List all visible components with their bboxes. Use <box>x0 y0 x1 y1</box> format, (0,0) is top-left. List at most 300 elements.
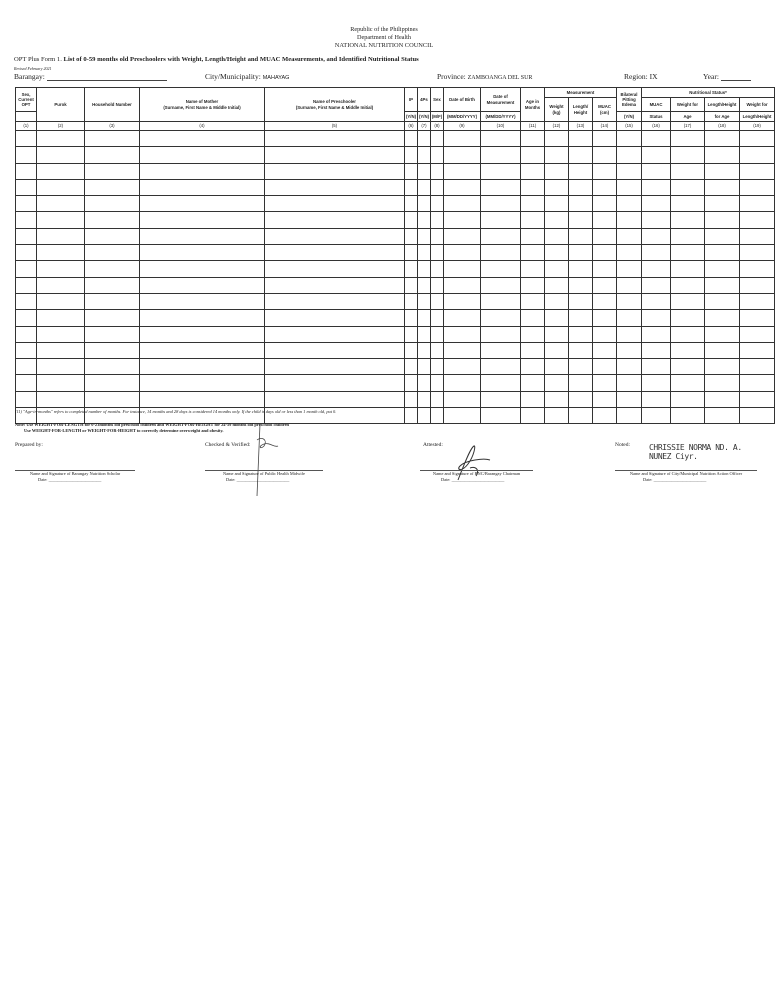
table-cell[interactable] <box>431 261 444 277</box>
table-cell[interactable] <box>140 293 265 309</box>
table-cell[interactable] <box>617 326 642 342</box>
table-cell[interactable] <box>140 212 265 228</box>
table-cell[interactable] <box>444 359 481 375</box>
table-cell[interactable] <box>37 342 85 358</box>
table-cell[interactable] <box>593 212 617 228</box>
table-cell[interactable] <box>705 228 740 244</box>
table-cell[interactable] <box>265 342 405 358</box>
table-cell[interactable] <box>265 277 405 293</box>
table-cell[interactable] <box>617 131 642 147</box>
table-cell[interactable] <box>16 196 37 212</box>
table-cell[interactable] <box>140 179 265 195</box>
table-cell[interactable] <box>85 277 140 293</box>
table-cell[interactable] <box>545 261 569 277</box>
table-cell[interactable] <box>617 261 642 277</box>
table-cell[interactable] <box>593 391 617 407</box>
table-cell[interactable] <box>705 196 740 212</box>
table-cell[interactable] <box>405 131 418 147</box>
table-cell[interactable] <box>431 293 444 309</box>
table-cell[interactable] <box>37 179 85 195</box>
table-cell[interactable] <box>37 391 85 407</box>
table-cell[interactable] <box>740 131 775 147</box>
table-cell[interactable] <box>521 163 545 179</box>
table-cell[interactable] <box>418 293 431 309</box>
table-cell[interactable] <box>265 391 405 407</box>
table-cell[interactable] <box>481 391 521 407</box>
table-cell[interactable] <box>405 261 418 277</box>
table-cell[interactable] <box>431 310 444 326</box>
table-cell[interactable] <box>569 375 593 391</box>
table-cell[interactable] <box>617 310 642 326</box>
table-cell[interactable] <box>705 293 740 309</box>
table-cell[interactable] <box>16 359 37 375</box>
table-cell[interactable] <box>705 147 740 163</box>
table-cell[interactable] <box>37 163 85 179</box>
table-cell[interactable] <box>569 342 593 358</box>
table-cell[interactable] <box>705 375 740 391</box>
table-cell[interactable] <box>642 212 671 228</box>
table-cell[interactable] <box>431 391 444 407</box>
table-cell[interactable] <box>405 391 418 407</box>
table-cell[interactable] <box>521 228 545 244</box>
table-cell[interactable] <box>405 196 418 212</box>
table-cell[interactable] <box>521 196 545 212</box>
table-cell[interactable] <box>642 147 671 163</box>
table-cell[interactable] <box>705 277 740 293</box>
table-cell[interactable] <box>265 245 405 261</box>
table-cell[interactable] <box>569 228 593 244</box>
table-cell[interactable] <box>617 228 642 244</box>
table-cell[interactable] <box>705 163 740 179</box>
table-cell[interactable] <box>521 277 545 293</box>
table-cell[interactable] <box>617 408 642 424</box>
table-cell[interactable] <box>265 359 405 375</box>
table-cell[interactable] <box>617 375 642 391</box>
table-cell[interactable] <box>617 212 642 228</box>
table-cell[interactable] <box>85 131 140 147</box>
table-cell[interactable] <box>569 196 593 212</box>
table-cell[interactable] <box>642 293 671 309</box>
table-cell[interactable] <box>85 179 140 195</box>
table-cell[interactable] <box>405 375 418 391</box>
table-cell[interactable] <box>545 196 569 212</box>
table-cell[interactable] <box>569 310 593 326</box>
table-cell[interactable] <box>545 147 569 163</box>
table-cell[interactable] <box>405 212 418 228</box>
table-cell[interactable] <box>569 179 593 195</box>
table-cell[interactable] <box>405 326 418 342</box>
table-cell[interactable] <box>545 163 569 179</box>
table-cell[interactable] <box>431 375 444 391</box>
table-cell[interactable] <box>569 277 593 293</box>
table-cell[interactable] <box>481 228 521 244</box>
table-cell[interactable] <box>740 391 775 407</box>
table-cell[interactable] <box>671 375 705 391</box>
table-cell[interactable] <box>481 342 521 358</box>
table-cell[interactable] <box>569 131 593 147</box>
table-cell[interactable] <box>37 277 85 293</box>
table-cell[interactable] <box>405 179 418 195</box>
table-cell[interactable] <box>705 261 740 277</box>
table-cell[interactable] <box>617 245 642 261</box>
table-cell[interactable] <box>418 196 431 212</box>
table-cell[interactable] <box>545 310 569 326</box>
table-cell[interactable] <box>740 277 775 293</box>
table-cell[interactable] <box>569 293 593 309</box>
table-cell[interactable] <box>444 179 481 195</box>
table-cell[interactable] <box>545 375 569 391</box>
table-cell[interactable] <box>85 375 140 391</box>
table-cell[interactable] <box>481 147 521 163</box>
table-cell[interactable] <box>481 131 521 147</box>
table-cell[interactable] <box>545 391 569 407</box>
table-cell[interactable] <box>671 163 705 179</box>
table-cell[interactable] <box>418 228 431 244</box>
table-cell[interactable] <box>418 261 431 277</box>
table-cell[interactable] <box>37 261 85 277</box>
table-cell[interactable] <box>140 342 265 358</box>
table-cell[interactable] <box>37 212 85 228</box>
table-cell[interactable] <box>265 196 405 212</box>
table-cell[interactable] <box>444 196 481 212</box>
table-cell[interactable] <box>740 147 775 163</box>
table-cell[interactable] <box>521 375 545 391</box>
table-cell[interactable] <box>444 228 481 244</box>
table-cell[interactable] <box>569 359 593 375</box>
table-cell[interactable] <box>521 212 545 228</box>
table-cell[interactable] <box>37 293 85 309</box>
table-cell[interactable] <box>617 342 642 358</box>
table-cell[interactable] <box>418 326 431 342</box>
table-cell[interactable] <box>671 179 705 195</box>
table-cell[interactable] <box>16 391 37 407</box>
table-cell[interactable] <box>405 310 418 326</box>
table-cell[interactable] <box>265 228 405 244</box>
table-cell[interactable] <box>265 212 405 228</box>
table-cell[interactable] <box>265 261 405 277</box>
table-cell[interactable] <box>16 261 37 277</box>
table-cell[interactable] <box>16 147 37 163</box>
table-cell[interactable] <box>617 179 642 195</box>
table-cell[interactable] <box>740 359 775 375</box>
table-cell[interactable] <box>521 131 545 147</box>
table-cell[interactable] <box>37 375 85 391</box>
table-cell[interactable] <box>418 147 431 163</box>
table-cell[interactable] <box>85 310 140 326</box>
table-cell[interactable] <box>444 326 481 342</box>
table-cell[interactable] <box>444 293 481 309</box>
table-cell[interactable] <box>593 375 617 391</box>
table-cell[interactable] <box>37 359 85 375</box>
table-cell[interactable] <box>16 375 37 391</box>
table-cell[interactable] <box>740 375 775 391</box>
table-cell[interactable] <box>642 179 671 195</box>
table-cell[interactable] <box>593 326 617 342</box>
table-cell[interactable] <box>140 277 265 293</box>
table-cell[interactable] <box>405 359 418 375</box>
table-cell[interactable] <box>418 163 431 179</box>
table-cell[interactable] <box>481 310 521 326</box>
table-cell[interactable] <box>140 245 265 261</box>
table-cell[interactable] <box>593 131 617 147</box>
table-cell[interactable] <box>140 261 265 277</box>
table-cell[interactable] <box>418 212 431 228</box>
table-cell[interactable] <box>671 359 705 375</box>
table-cell[interactable] <box>705 179 740 195</box>
table-cell[interactable] <box>617 196 642 212</box>
table-cell[interactable] <box>37 326 85 342</box>
table-cell[interactable] <box>16 245 37 261</box>
table-cell[interactable] <box>705 326 740 342</box>
table-cell[interactable] <box>545 293 569 309</box>
table-cell[interactable] <box>545 277 569 293</box>
table-cell[interactable] <box>593 147 617 163</box>
table-cell[interactable] <box>521 179 545 195</box>
table-cell[interactable] <box>705 212 740 228</box>
table-cell[interactable] <box>431 131 444 147</box>
table-cell[interactable] <box>671 212 705 228</box>
table-cell[interactable] <box>593 359 617 375</box>
table-cell[interactable] <box>481 212 521 228</box>
table-cell[interactable] <box>642 408 671 424</box>
table-cell[interactable] <box>521 261 545 277</box>
table-cell[interactable] <box>431 179 444 195</box>
table-cell[interactable] <box>671 147 705 163</box>
table-cell[interactable] <box>521 147 545 163</box>
table-cell[interactable] <box>431 163 444 179</box>
table-cell[interactable] <box>140 359 265 375</box>
table-cell[interactable] <box>444 163 481 179</box>
table-cell[interactable] <box>431 342 444 358</box>
table-cell[interactable] <box>740 228 775 244</box>
table-cell[interactable] <box>642 277 671 293</box>
table-cell[interactable] <box>37 228 85 244</box>
table-cell[interactable] <box>642 359 671 375</box>
table-cell[interactable] <box>431 228 444 244</box>
table-cell[interactable] <box>16 277 37 293</box>
table-cell[interactable] <box>569 147 593 163</box>
table-cell[interactable] <box>444 147 481 163</box>
table-cell[interactable] <box>265 179 405 195</box>
table-cell[interactable] <box>85 196 140 212</box>
table-cell[interactable] <box>740 179 775 195</box>
table-cell[interactable] <box>642 375 671 391</box>
table-cell[interactable] <box>671 196 705 212</box>
table-cell[interactable] <box>431 196 444 212</box>
table-cell[interactable] <box>265 163 405 179</box>
table-cell[interactable] <box>617 391 642 407</box>
table-cell[interactable] <box>671 310 705 326</box>
table-cell[interactable] <box>593 163 617 179</box>
table-cell[interactable] <box>140 310 265 326</box>
table-cell[interactable] <box>85 342 140 358</box>
table-cell[interactable] <box>265 310 405 326</box>
table-cell[interactable] <box>705 131 740 147</box>
table-cell[interactable] <box>569 163 593 179</box>
table-cell[interactable] <box>617 359 642 375</box>
table-cell[interactable] <box>671 131 705 147</box>
table-cell[interactable] <box>617 147 642 163</box>
table-cell[interactable] <box>481 375 521 391</box>
table-cell[interactable] <box>481 326 521 342</box>
table-cell[interactable] <box>37 131 85 147</box>
table-cell[interactable] <box>444 131 481 147</box>
table-cell[interactable] <box>671 293 705 309</box>
table-cell[interactable] <box>140 196 265 212</box>
table-cell[interactable] <box>418 310 431 326</box>
table-cell[interactable] <box>140 147 265 163</box>
table-cell[interactable] <box>671 408 705 424</box>
table-cell[interactable] <box>569 326 593 342</box>
table-cell[interactable] <box>593 277 617 293</box>
table-cell[interactable] <box>617 277 642 293</box>
table-cell[interactable] <box>140 375 265 391</box>
year-input-line[interactable] <box>721 80 751 81</box>
table-cell[interactable] <box>140 228 265 244</box>
table-cell[interactable] <box>545 228 569 244</box>
table-cell[interactable] <box>85 326 140 342</box>
table-cell[interactable] <box>740 212 775 228</box>
table-cell[interactable] <box>85 228 140 244</box>
table-cell[interactable] <box>431 326 444 342</box>
table-cell[interactable] <box>140 391 265 407</box>
table-cell[interactable] <box>593 228 617 244</box>
table-cell[interactable] <box>265 375 405 391</box>
table-cell[interactable] <box>16 228 37 244</box>
table-cell[interactable] <box>521 310 545 326</box>
table-cell[interactable] <box>444 261 481 277</box>
table-cell[interactable] <box>671 261 705 277</box>
table-cell[interactable] <box>405 228 418 244</box>
table-cell[interactable] <box>85 391 140 407</box>
table-cell[interactable] <box>405 277 418 293</box>
table-cell[interactable] <box>617 293 642 309</box>
table-cell[interactable] <box>740 342 775 358</box>
table-cell[interactable] <box>85 293 140 309</box>
table-cell[interactable] <box>642 196 671 212</box>
table-cell[interactable] <box>593 342 617 358</box>
table-cell[interactable] <box>521 245 545 261</box>
table-cell[interactable] <box>444 245 481 261</box>
table-cell[interactable] <box>705 391 740 407</box>
table-cell[interactable] <box>481 196 521 212</box>
table-cell[interactable] <box>671 277 705 293</box>
table-cell[interactable] <box>593 245 617 261</box>
table-cell[interactable] <box>16 163 37 179</box>
table-cell[interactable] <box>521 293 545 309</box>
table-cell[interactable] <box>444 310 481 326</box>
table-cell[interactable] <box>705 245 740 261</box>
table-cell[interactable] <box>642 326 671 342</box>
table-cell[interactable] <box>545 179 569 195</box>
table-cell[interactable] <box>545 212 569 228</box>
table-cell[interactable] <box>642 391 671 407</box>
table-cell[interactable] <box>740 310 775 326</box>
table-cell[interactable] <box>431 245 444 261</box>
table-cell[interactable] <box>418 375 431 391</box>
table-cell[interactable] <box>140 326 265 342</box>
table-cell[interactable] <box>521 342 545 358</box>
table-cell[interactable] <box>705 408 740 424</box>
table-cell[interactable] <box>37 310 85 326</box>
table-cell[interactable] <box>405 163 418 179</box>
table-cell[interactable] <box>593 179 617 195</box>
table-cell[interactable] <box>481 179 521 195</box>
table-cell[interactable] <box>593 310 617 326</box>
table-cell[interactable] <box>740 293 775 309</box>
table-cell[interactable] <box>481 293 521 309</box>
table-cell[interactable] <box>418 277 431 293</box>
table-cell[interactable] <box>642 163 671 179</box>
table-cell[interactable] <box>642 228 671 244</box>
table-cell[interactable] <box>569 245 593 261</box>
table-cell[interactable] <box>140 163 265 179</box>
table-cell[interactable] <box>740 196 775 212</box>
table-cell[interactable] <box>405 245 418 261</box>
table-cell[interactable] <box>431 147 444 163</box>
table-cell[interactable] <box>16 179 37 195</box>
table-cell[interactable] <box>569 212 593 228</box>
table-cell[interactable] <box>418 131 431 147</box>
table-cell[interactable] <box>481 163 521 179</box>
table-cell[interactable] <box>545 326 569 342</box>
table-cell[interactable] <box>418 179 431 195</box>
table-cell[interactable] <box>481 245 521 261</box>
table-cell[interactable] <box>481 277 521 293</box>
table-cell[interactable] <box>85 245 140 261</box>
table-cell[interactable] <box>16 310 37 326</box>
table-cell[interactable] <box>85 359 140 375</box>
table-cell[interactable] <box>705 310 740 326</box>
table-cell[interactable] <box>642 131 671 147</box>
table-cell[interactable] <box>642 245 671 261</box>
table-cell[interactable] <box>431 359 444 375</box>
table-cell[interactable] <box>545 245 569 261</box>
table-cell[interactable] <box>85 147 140 163</box>
table-cell[interactable] <box>431 277 444 293</box>
table-cell[interactable] <box>481 261 521 277</box>
table-cell[interactable] <box>642 261 671 277</box>
table-cell[interactable] <box>405 293 418 309</box>
table-cell[interactable] <box>265 293 405 309</box>
table-cell[interactable] <box>521 359 545 375</box>
table-cell[interactable] <box>418 391 431 407</box>
table-cell[interactable] <box>671 228 705 244</box>
table-cell[interactable] <box>740 245 775 261</box>
table-cell[interactable] <box>265 131 405 147</box>
table-cell[interactable] <box>431 212 444 228</box>
table-cell[interactable] <box>481 359 521 375</box>
table-cell[interactable] <box>740 163 775 179</box>
table-cell[interactable] <box>405 147 418 163</box>
table-cell[interactable] <box>545 131 569 147</box>
table-cell[interactable] <box>265 326 405 342</box>
table-cell[interactable] <box>16 131 37 147</box>
table-cell[interactable] <box>545 359 569 375</box>
table-cell[interactable] <box>444 212 481 228</box>
table-cell[interactable] <box>740 326 775 342</box>
table-cell[interactable] <box>521 326 545 342</box>
table-cell[interactable] <box>85 163 140 179</box>
table-cell[interactable] <box>593 293 617 309</box>
table-cell[interactable] <box>671 342 705 358</box>
table-cell[interactable] <box>85 261 140 277</box>
table-cell[interactable] <box>37 196 85 212</box>
table-cell[interactable] <box>16 342 37 358</box>
table-cell[interactable] <box>37 147 85 163</box>
table-cell[interactable] <box>671 391 705 407</box>
table-cell[interactable] <box>569 391 593 407</box>
